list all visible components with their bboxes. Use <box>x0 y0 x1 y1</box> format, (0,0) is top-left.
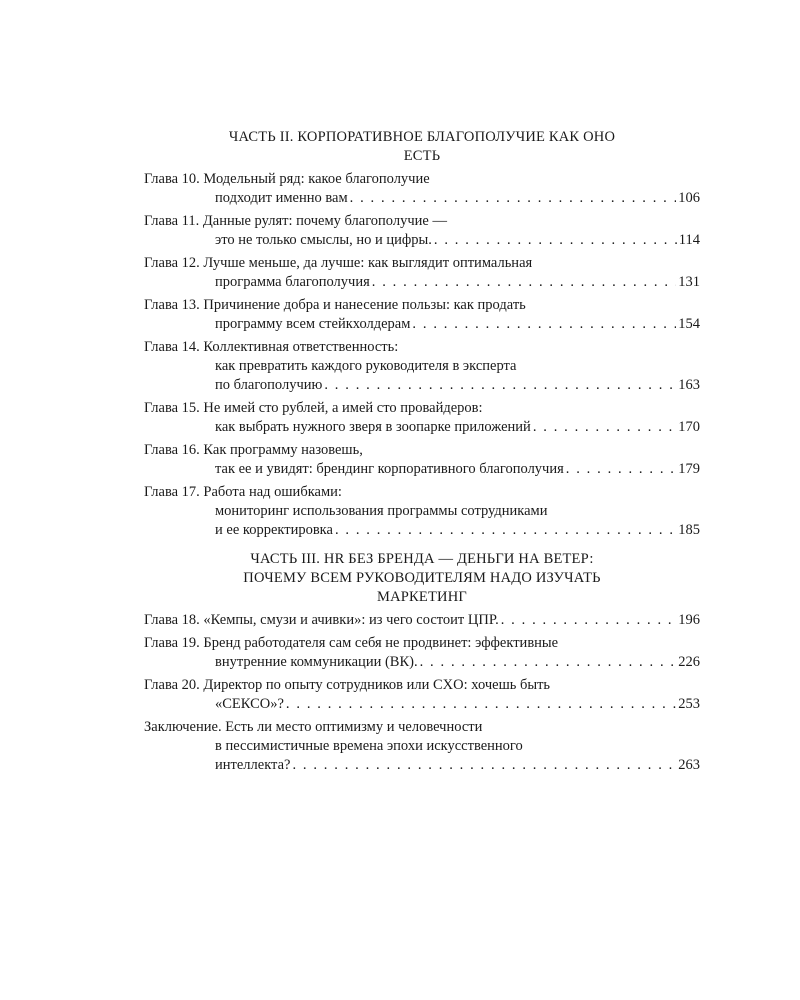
toc-entry-chapter-13[interactable] <box>144 296 700 334</box>
page-number: 263 <box>678 757 700 773</box>
part-heading-line: ЧАСТЬ III. HR БЕЗ БРЕНДА — ДЕНЬГИ НА ВЕТЕР: <box>250 551 594 567</box>
toc-entry-title: Глава 13. Причинение добра и нанесение пользы: как продать <box>144 297 526 313</box>
toc-entry-title-cont: «СЕКСО»? <box>215 696 284 712</box>
toc-leader-line <box>144 653 700 672</box>
part-heading-line: ЕСТЬ <box>403 148 441 164</box>
toc-entry-title-cont: как выбрать нужного зверя в зоопарке приложений <box>215 419 531 435</box>
dot-leader <box>412 315 676 334</box>
toc-leader-line <box>144 189 700 208</box>
dot-leader <box>292 756 676 775</box>
toc-entry-title-cont: так ее и увидят: брендинг корпоративного благополучия <box>215 461 564 477</box>
toc-entry-title-cont: подходит именно вам <box>215 190 348 206</box>
toc-leader-line <box>144 521 700 540</box>
page-number: 179 <box>678 461 700 477</box>
page-number: 170 <box>678 419 700 435</box>
toc-entry-title-cont: по благополучию <box>215 377 323 393</box>
part-heading-line: ПОЧЕМУ ВСЕМ РУКОВОДИТЕЛЯМ НАДО ИЗУЧАТЬ <box>243 570 601 586</box>
toc-entry-chapter-14[interactable] <box>144 338 700 395</box>
dot-leader <box>420 653 677 672</box>
toc-entry-title: Глава 18. «Кемпы, смузи и ачивки»: из чего состоит ЦПР. <box>144 612 499 628</box>
toc-entry-title: Заключение. Есть ли место оптимизму и человечности <box>144 719 483 735</box>
toc-entry-title: Глава 15. Не имей сто рублей, а имей сто провайдеров: <box>144 400 483 416</box>
toc-entry-title: Глава 11. Данные рулят: почему благополучие — <box>144 213 447 229</box>
toc-entry-chapter-12[interactable] <box>144 254 700 292</box>
table-of-contents <box>144 128 700 779</box>
toc-entry-title-cont: программа благополучия <box>215 274 370 290</box>
toc-leader-line <box>144 376 700 395</box>
part-heading-line: ЧАСТЬ II. КОРПОРАТИВНОЕ БЛАГОПОЛУЧИЕ КАК ОНО <box>228 129 616 145</box>
toc-entry-chapter-15[interactable] <box>144 399 700 437</box>
toc-entry-chapter-11[interactable] <box>144 212 700 250</box>
toc-entry-title: Глава 10. Модельный ряд: какое благополучие <box>144 171 430 187</box>
toc-entry-title-cont: программу всем стейкхолдерам <box>215 316 411 332</box>
dot-leader <box>286 695 676 714</box>
toc-entry-title-cont: в пессимистичные времена эпохи искусственного <box>215 738 523 754</box>
toc-leader-line <box>144 460 700 479</box>
toc-entry-title-cont: это не только смыслы, но и цифры. <box>215 232 432 248</box>
dot-leader <box>501 611 677 630</box>
toc-entry-title: Глава 19. Бренд работодателя сам себя не продвинет: эффективные <box>144 635 559 651</box>
toc-leader-line <box>144 273 700 292</box>
toc-entry-title-cont: интеллекта? <box>215 757 291 773</box>
dot-leader <box>350 189 677 208</box>
toc-entry-chapter-19[interactable] <box>144 634 700 672</box>
page-number: 196 <box>678 612 700 628</box>
toc-entry-chapter-16[interactable] <box>144 441 700 479</box>
toc-entry-chapter-17[interactable] <box>144 483 700 540</box>
toc-entry-title: Глава 16. Как программу назовешь, <box>144 442 363 458</box>
dot-leader <box>533 418 676 437</box>
toc-entry-title-cont: как превратить каждого руководителя в эксперта <box>215 358 517 374</box>
dot-leader <box>434 231 677 250</box>
toc-leader-line <box>144 611 700 630</box>
toc-entry-title: Глава 14. Коллективная ответственность: <box>144 339 399 355</box>
toc-leader-line <box>144 231 700 250</box>
toc-leader-line <box>144 695 700 714</box>
page-number: 114 <box>678 232 700 248</box>
page-number: 185 <box>678 522 700 538</box>
dot-leader <box>335 521 676 540</box>
toc-entry-title: Глава 17. Работа над ошибками: <box>144 484 342 500</box>
part-heading-3 <box>144 550 700 607</box>
toc-entry-conclusion[interactable] <box>144 718 700 775</box>
toc-leader-line <box>144 315 700 334</box>
toc-entry-title-cont: и ее корректировка <box>215 522 333 538</box>
page-number: 253 <box>678 696 700 712</box>
toc-leader-line <box>144 756 700 775</box>
toc-entry-title-cont: мониторинг использования программы сотрудниками <box>215 503 548 519</box>
toc-entry-title: Глава 20. Директор по опыту сотрудников или CXO: хочешь быть <box>144 677 551 693</box>
part-heading-2 <box>144 128 700 166</box>
toc-entry-title-cont: внутренние коммуникации (ВК). <box>215 654 418 670</box>
toc-leader-line <box>144 418 700 437</box>
toc-entry-chapter-20[interactable] <box>144 676 700 714</box>
toc-entry-title: Глава 12. Лучше меньше, да лучше: как выглядит оптимальная <box>144 255 533 271</box>
toc-entry-chapter-18[interactable] <box>144 611 700 630</box>
dot-leader <box>372 273 676 292</box>
page-number: 163 <box>678 377 700 393</box>
page-number: 131 <box>678 274 700 290</box>
dot-leader <box>566 460 676 479</box>
page-number: 154 <box>678 316 700 332</box>
dot-leader <box>324 376 676 395</box>
page-number: 226 <box>678 654 700 670</box>
toc-entry-chapter-10[interactable] <box>144 170 700 208</box>
page-number: 106 <box>678 190 700 206</box>
part-heading-line: МАРКЕТИНГ <box>377 589 467 605</box>
